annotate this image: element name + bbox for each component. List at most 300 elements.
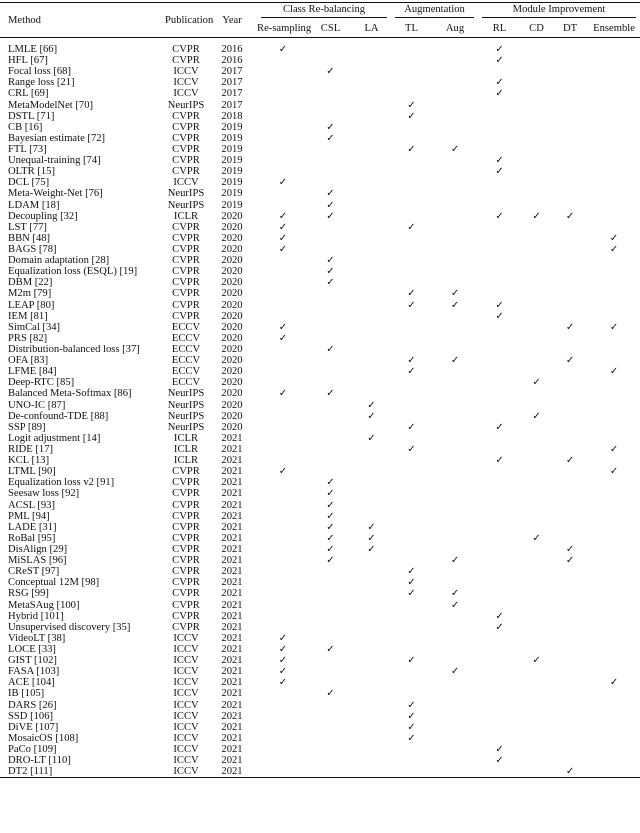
ensemble-cell [588, 522, 640, 533]
year-cell: 2021 [221, 510, 243, 522]
tl-cell [391, 111, 432, 122]
rl-cell [478, 455, 521, 466]
check-icon: ✓ [326, 188, 335, 200]
la-cell [352, 311, 391, 322]
method-cell: ACE [104] [8, 677, 55, 689]
rl-cell [478, 77, 521, 88]
resampling-cell [257, 233, 309, 244]
year-cell: 2021 [221, 610, 243, 622]
publication-cell: CVPR [172, 532, 200, 544]
rl-cell [478, 599, 521, 610]
resampling-cell [257, 466, 309, 477]
cd-cell [521, 711, 552, 722]
table-row [0, 77, 640, 88]
table-row [0, 611, 640, 622]
check-icon: ✓ [532, 532, 541, 544]
publication-cell: ICCV [173, 688, 199, 700]
method-cell: BAGS [78] [8, 244, 57, 256]
aug-cell [432, 255, 478, 266]
cd-cell [521, 166, 552, 177]
ensemble-cell [588, 511, 640, 522]
aug-cell [432, 244, 478, 255]
header-year: Year [222, 14, 242, 26]
tl-cell [391, 477, 432, 488]
tl-cell [391, 255, 432, 266]
check-icon: ✓ [609, 466, 619, 478]
rl-cell [478, 111, 521, 122]
check-icon: ✓ [450, 288, 460, 300]
aug-cell [432, 344, 478, 355]
check-icon: ✓ [367, 532, 376, 544]
resampling-cell [257, 133, 309, 144]
tl-cell [391, 200, 432, 211]
ensemble-cell [588, 444, 640, 455]
check-icon: ✓ [609, 321, 619, 333]
check-icon: ✓ [407, 588, 416, 600]
method-cell: Equalization loss (ESQL) [19] [8, 266, 138, 278]
table-row [0, 722, 640, 733]
check-icon: ✓ [326, 643, 335, 655]
method-cell: SSP [89] [8, 421, 46, 433]
year-cell: 2019 [221, 155, 243, 167]
cd-cell [521, 544, 552, 555]
check-icon: ✓ [407, 732, 416, 744]
csl-cell [309, 588, 352, 599]
tl-cell [391, 322, 432, 333]
publication-cell: CVPR [172, 477, 200, 489]
ensemble-cell [588, 44, 640, 55]
year-cell: 2021 [221, 721, 243, 733]
rl-cell [478, 688, 521, 699]
la-cell [352, 122, 391, 133]
la-cell [352, 666, 391, 677]
method-cell: VideoLT [38] [8, 632, 66, 644]
year-cell: 2020 [221, 266, 243, 278]
table-row [0, 155, 640, 166]
publication-cell: CVPR [172, 599, 200, 611]
ensemble-cell [588, 355, 640, 366]
dt-cell [552, 77, 588, 88]
table-row [0, 266, 640, 277]
dt-cell [552, 711, 588, 722]
resampling-cell [257, 522, 309, 533]
la-cell [352, 588, 391, 599]
ensemble-cell [588, 255, 640, 266]
aug-cell [432, 688, 478, 699]
ensemble-cell [588, 222, 640, 233]
header-rl: RL [492, 22, 507, 34]
method-cell: FASA [103] [8, 666, 60, 678]
aug-cell [432, 711, 478, 722]
resampling-cell [257, 155, 309, 166]
rl-cell [478, 366, 521, 377]
cd-cell [521, 455, 552, 466]
table-row [0, 655, 640, 666]
dt-cell [552, 300, 588, 311]
cd-cell [521, 677, 552, 688]
rl-cell [478, 588, 521, 599]
ensemble-cell [588, 699, 640, 710]
ensemble-cell [588, 144, 640, 155]
cd-cell [521, 233, 552, 244]
table-row [0, 599, 640, 610]
method-cell: Balanced Meta-Softmax [86] [8, 388, 132, 400]
header-group-augmentation: Augmentation [391, 3, 478, 20]
resampling-cell [257, 266, 309, 277]
la-cell [352, 411, 391, 422]
csl-cell [309, 655, 352, 666]
csl-cell [309, 244, 352, 255]
check-icon: ✓ [326, 66, 335, 78]
la-cell [352, 88, 391, 99]
method-cell: LADE [31] [8, 521, 57, 533]
check-icon: ✓ [609, 366, 619, 378]
dt-cell [552, 400, 588, 411]
header-resampling: Re-sampling [257, 22, 312, 34]
rl-cell [478, 66, 521, 77]
rl-cell [478, 766, 521, 778]
la-cell [352, 566, 391, 577]
la-cell [352, 444, 391, 455]
year-cell: 2021 [221, 599, 243, 611]
year-cell: 2021 [221, 666, 243, 678]
check-icon: ✓ [407, 710, 416, 722]
csl-cell [309, 66, 352, 77]
cd-cell [521, 466, 552, 477]
table-row [0, 466, 640, 477]
csl-cell [309, 344, 352, 355]
publication-cell: NeurIPS [167, 410, 205, 422]
cd-cell [521, 511, 552, 522]
rl-cell [478, 211, 521, 222]
la-cell [352, 77, 391, 88]
dt-cell [552, 344, 588, 355]
la-cell [352, 66, 391, 77]
csl-cell [309, 100, 352, 111]
resampling-cell [257, 633, 309, 644]
resampling-cell [257, 100, 309, 111]
csl-cell [309, 677, 352, 688]
check-icon: ✓ [495, 455, 504, 467]
csl-cell [309, 322, 352, 333]
cd-cell [521, 422, 552, 433]
year-cell: 2021 [221, 566, 243, 578]
csl-cell [309, 477, 352, 488]
check-icon: ✓ [367, 543, 376, 555]
dt-cell [552, 588, 588, 599]
check-icon: ✓ [495, 210, 504, 222]
rl-cell [478, 511, 521, 522]
table-row [0, 766, 640, 778]
tl-cell [391, 77, 432, 88]
year-cell: 2021 [221, 521, 243, 533]
cd-cell [521, 577, 552, 588]
publication-cell: CVPR [172, 488, 200, 500]
tl-cell [391, 544, 432, 555]
ensemble-cell [588, 388, 640, 399]
method-cell: Range loss [21] [8, 77, 75, 89]
check-icon: ✓ [278, 44, 288, 56]
check-icon: ✓ [495, 88, 504, 100]
rl-cell [478, 100, 521, 111]
ensemble-cell [588, 755, 640, 766]
check-icon: ✓ [565, 543, 575, 555]
la-cell [352, 100, 391, 111]
ensemble-cell [588, 611, 640, 622]
method-cell: SimCal [34] [8, 321, 61, 333]
resampling-cell [257, 722, 309, 733]
dt-cell [552, 677, 588, 688]
cd-cell [521, 222, 552, 233]
la-cell [352, 455, 391, 466]
tl-cell [391, 155, 432, 166]
tl-cell [391, 400, 432, 411]
check-icon: ✓ [326, 266, 335, 278]
check-icon: ✓ [278, 232, 288, 244]
dt-cell [552, 755, 588, 766]
csl-cell [309, 544, 352, 555]
check-icon: ✓ [495, 155, 504, 167]
la-cell [352, 544, 391, 555]
ensemble-cell [588, 66, 640, 77]
aug-cell [432, 311, 478, 322]
rl-cell [478, 388, 521, 399]
year-cell: 2021 [221, 443, 243, 455]
table-row [0, 544, 640, 555]
aug-cell [432, 755, 478, 766]
aug-cell [432, 533, 478, 544]
rl-cell [478, 233, 521, 244]
rl-cell [478, 699, 521, 710]
publication-cell: ICCV [173, 655, 199, 667]
check-icon: ✓ [495, 310, 504, 322]
method-cell: PaCo [109] [8, 743, 57, 755]
csl-cell [309, 311, 352, 322]
check-icon: ✓ [532, 655, 541, 667]
check-icon: ✓ [407, 421, 416, 433]
method-cell: Hybrid [101] [8, 610, 64, 622]
cd-cell [521, 322, 552, 333]
year-cell: 2020 [221, 421, 243, 433]
methods-table [0, 2, 640, 782]
publication-cell: CVPR [172, 310, 200, 322]
cd-cell [521, 277, 552, 288]
rl-cell [478, 277, 521, 288]
rl-cell [478, 144, 521, 155]
check-icon: ✓ [326, 121, 335, 133]
check-icon: ✓ [532, 410, 541, 422]
check-icon: ✓ [565, 355, 575, 367]
aug-cell [432, 233, 478, 244]
cd-cell [521, 699, 552, 710]
rl-cell [478, 677, 521, 688]
method-cell: LFME [84] [8, 366, 57, 378]
la-cell [352, 155, 391, 166]
method-cell: RoBal [95] [8, 532, 56, 544]
table-row [0, 144, 640, 155]
publication-cell: CVPR [172, 499, 200, 511]
cd-cell [521, 377, 552, 388]
resampling-cell [257, 444, 309, 455]
tl-cell [391, 177, 432, 188]
ensemble-cell [588, 577, 640, 588]
ensemble-cell [588, 177, 640, 188]
la-cell [352, 300, 391, 311]
aug-cell [432, 422, 478, 433]
tl-cell [391, 599, 432, 610]
aug-cell [432, 477, 478, 488]
dt-cell [552, 355, 588, 366]
csl-cell [309, 633, 352, 644]
aug-cell [432, 599, 478, 610]
publication-cell: ICLR [173, 455, 199, 467]
cd-cell [521, 333, 552, 344]
dt-cell [552, 66, 588, 77]
table-row [0, 133, 640, 144]
year-cell: 2020 [221, 277, 243, 289]
la-cell [352, 288, 391, 299]
csl-cell [309, 288, 352, 299]
tl-cell [391, 244, 432, 255]
cd-cell [521, 355, 552, 366]
method-cell: LEAP [80] [8, 299, 55, 311]
la-cell [352, 733, 391, 744]
year-cell: 2016 [221, 55, 243, 67]
check-icon: ✓ [495, 743, 504, 755]
publication-cell: ICCV [173, 766, 199, 778]
ensemble-cell [588, 722, 640, 733]
ensemble-cell [588, 666, 640, 677]
cd-cell [521, 266, 552, 277]
cd-cell [521, 100, 552, 111]
ensemble-cell [588, 711, 640, 722]
la-cell [352, 333, 391, 344]
ensemble-cell [588, 277, 640, 288]
table-row [0, 166, 640, 177]
aug-cell [432, 488, 478, 499]
publication-cell: CVPR [172, 288, 200, 300]
year-cell: 2017 [221, 66, 243, 78]
publication-cell: CVPR [172, 543, 200, 555]
table-row [0, 422, 640, 433]
header-ensemble: Ensemble [593, 22, 635, 34]
table-row [0, 66, 640, 77]
dt-cell [552, 611, 588, 622]
method-cell: LST [77] [8, 221, 47, 233]
cd-cell [521, 633, 552, 644]
cd-cell [521, 311, 552, 322]
aug-cell [432, 499, 478, 510]
la-cell [352, 177, 391, 188]
rl-cell [478, 666, 521, 677]
check-icon: ✓ [565, 766, 575, 778]
ensemble-cell [588, 433, 640, 444]
resampling-cell [257, 177, 309, 188]
cd-cell [521, 722, 552, 733]
table-row [0, 222, 640, 233]
table-row [0, 633, 640, 644]
rl-cell [478, 533, 521, 544]
method-cell: De-confound-TDE [88] [8, 410, 109, 422]
method-cell: LOCE [33] [8, 643, 56, 655]
check-icon: ✓ [407, 699, 416, 711]
publication-cell: ICLR [173, 210, 199, 222]
method-cell: MosaicOS [108] [8, 732, 79, 744]
publication-cell: CVPR [172, 44, 200, 56]
ensemble-cell [588, 766, 640, 778]
method-cell: BBN [48] [8, 232, 51, 244]
dt-cell [552, 722, 588, 733]
resampling-cell [257, 55, 309, 66]
year-cell: 2021 [221, 743, 243, 755]
resampling-cell [257, 211, 309, 222]
publication-cell: ICCV [173, 743, 199, 755]
year-cell: 2017 [221, 88, 243, 100]
table-row [0, 277, 640, 288]
year-cell: 2017 [221, 99, 243, 111]
tl-cell [391, 211, 432, 222]
cd-cell [521, 588, 552, 599]
csl-cell [309, 233, 352, 244]
dt-cell [552, 644, 588, 655]
check-icon: ✓ [278, 210, 288, 222]
la-cell [352, 433, 391, 444]
check-icon: ✓ [407, 221, 416, 233]
publication-cell: ICCV [173, 699, 199, 711]
dt-cell [552, 655, 588, 666]
cd-cell [521, 733, 552, 744]
table-row [0, 511, 640, 522]
aug-cell [432, 166, 478, 177]
cd-cell [521, 144, 552, 155]
method-cell: RIDE [17] [8, 443, 54, 455]
la-cell [352, 533, 391, 544]
publication-cell: CVPR [172, 132, 200, 144]
csl-cell [309, 266, 352, 277]
dt-cell [552, 688, 588, 699]
table-row [0, 311, 640, 322]
aug-cell [432, 322, 478, 333]
tl-cell [391, 277, 432, 288]
year-cell: 2021 [221, 488, 243, 500]
rl-cell [478, 544, 521, 555]
method-cell: Logit adjustment [14] [8, 432, 101, 444]
ensemble-cell [588, 422, 640, 433]
tl-cell [391, 566, 432, 577]
header-method: Method [8, 14, 41, 26]
aug-cell [432, 44, 478, 55]
csl-cell [309, 77, 352, 88]
year-cell: 2020 [221, 221, 243, 233]
ensemble-cell [588, 111, 640, 122]
aug-cell [432, 677, 478, 688]
ensemble-cell [588, 166, 640, 177]
la-cell [352, 188, 391, 199]
la-cell [352, 722, 391, 733]
year-cell: 2019 [221, 166, 243, 178]
dt-cell [552, 333, 588, 344]
check-icon: ✓ [326, 555, 335, 567]
tl-cell [391, 488, 432, 499]
resampling-cell [257, 388, 309, 399]
tl-cell [391, 388, 432, 399]
cd-cell [521, 255, 552, 266]
tl-cell [391, 66, 432, 77]
check-icon: ✓ [450, 588, 460, 600]
resampling-cell [257, 400, 309, 411]
la-cell [352, 644, 391, 655]
resampling-cell [257, 533, 309, 544]
